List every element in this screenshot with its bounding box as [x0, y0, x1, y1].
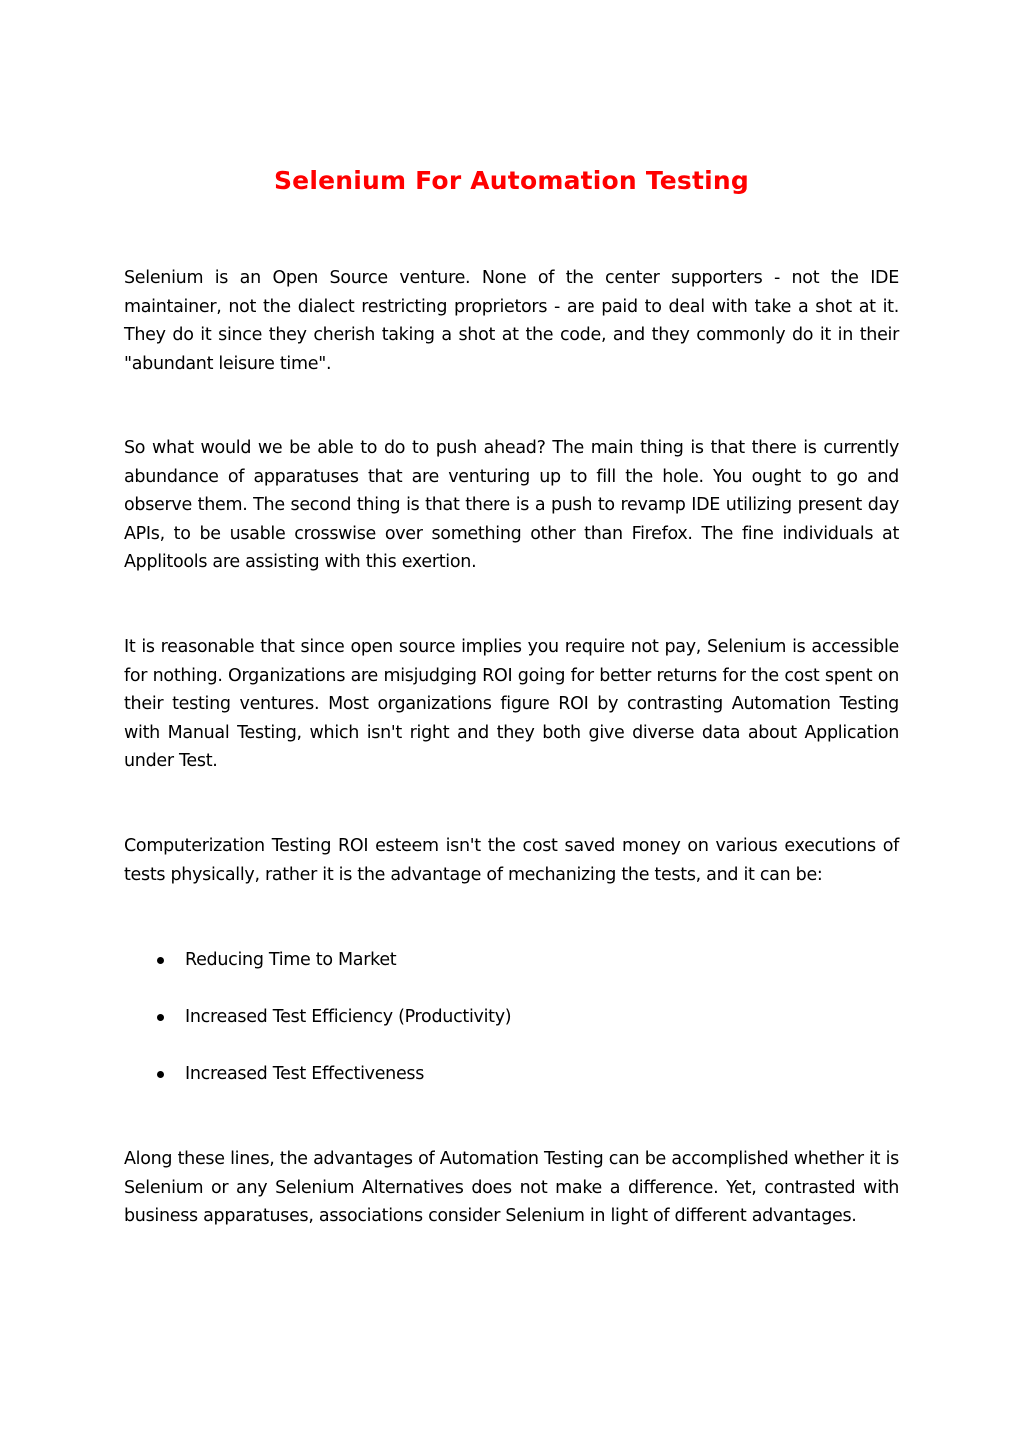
- list-item-text: Increased Test Effectiveness: [185, 1064, 425, 1084]
- paragraph-roi: It is reasonable that since open source implies you require not pay, Selenium is accessible for nothing. Organizations are misjudging ROI going for better returns for the cost spent on their testing ventures. Most organizations figure ROI by contrasting Automation Testing with Manual Testing, which isn't right and they both give diverse data about Application under Test.: [124, 637, 899, 771]
- bullet-icon: [157, 957, 164, 964]
- list-item-text: Reducing Time to Market: [185, 950, 397, 970]
- paragraph-roi-value: Computerization Testing ROI esteem isn't the cost saved money on various executions of tests physically, rather it is the advantage of mechanizing the tests, and it can be:: [124, 836, 899, 885]
- bullet-icon: [157, 1071, 164, 1078]
- list-item: [124, 1060, 899, 1117]
- paragraph-push-ahead: So what would we be able to do to push ahead? The main thing is that there is currently abundance of apparatuses that are venturing up to fill the hole. You ought to go and observe them. The second thing is that there is a push to revamp IDE utilizing present day APIs, to be usable crosswise over something other than Firefox. The fine individuals at Applitools are assisting with this exertion.: [124, 438, 899, 572]
- document-title: Selenium For Automation Testing: [273, 166, 750, 195]
- list-item-text: Increased Test Efficiency (Productivity): [185, 1007, 512, 1027]
- list-item: [124, 946, 899, 1003]
- paragraph-closing: Along these lines, the advantages of Automation Testing can be accomplished whether it is Selenium or any Selenium Alternatives does not make a difference. Yet, contrasted with business apparatuses, associations consider Selenium in light of different advantages.: [124, 1149, 899, 1226]
- benefits-list: [124, 946, 899, 1117]
- list-item: [124, 1003, 899, 1060]
- paragraph-open-source: Selenium is an Open Source venture. None of the center supporters - not the IDE maintainer, not the dialect restricting proprietors - are paid to deal with take a shot at it. They do it since they cherish taking a shot at the code, and they commonly do it in their "abundant leisure time".: [124, 268, 899, 374]
- bullet-icon: [157, 1014, 164, 1021]
